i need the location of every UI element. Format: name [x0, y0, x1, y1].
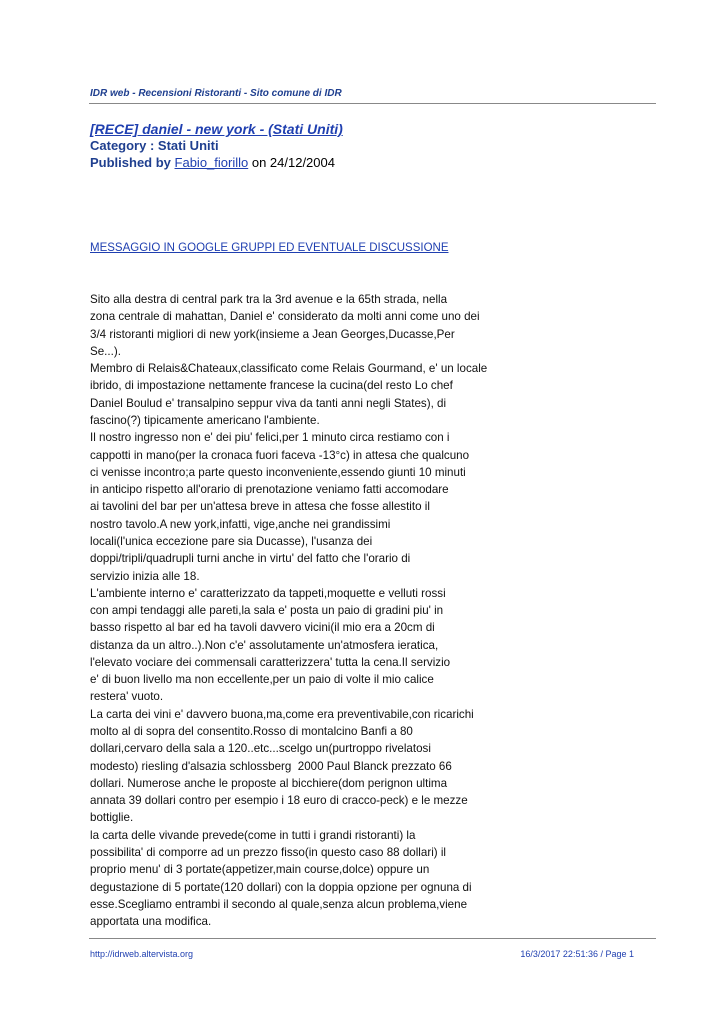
body-line: possibilita' di comporre ad un prezzo fisso(in questo caso 88 dollari) il: [90, 846, 446, 859]
footer-divider: [89, 938, 656, 939]
body-line: servizio inizia alle 18.: [90, 569, 200, 583]
body-line: in anticipo rispetto all'orario di prenotazione veniamo fatti accomodare: [90, 483, 449, 497]
body-line: cappotti in mano(per la cronaca fuori faceva -13°c) in attesa che qualcuno: [90, 448, 470, 462]
body-line: bottiglie.: [90, 811, 134, 825]
footer-date-page: 16/3/2017 22:51:36 / Page 1: [520, 949, 634, 959]
body-line: nostro tavolo.A new york,infatti, vige,anche nei grandissimi: [90, 517, 391, 531]
body-line: distanza da un altro..).Non c'e' assolutamente un'atmosfera ieratica,: [90, 638, 439, 652]
body-line: con ampi tendaggi alle pareti,la sala e' posta un paio di gradini piu' in: [90, 604, 444, 618]
discussion-link[interactable]: MESSAGGIO IN GOOGLE GRUPPI ED EVENTUALE DISCUSSIONE: [90, 242, 449, 254]
body-line: basso rispetto al bar ed ha tavoli davvero vicini(il mio era a 20cm di: [90, 621, 435, 635]
body-line: e' di buon livello ma non eccellente,per un paio di volte il mio calice: [90, 673, 434, 687]
body-line: ai tavolini del bar per un'attesa breve in attesa che fosse allestito il: [90, 500, 430, 514]
body-line: molto al di sopra del consentito.Rosso di montalcino Banfi a 80: [90, 725, 413, 739]
body-line: Sito alla destra di central park tra la 3rd avenue e la 65th strada, nella: [90, 293, 448, 306]
body-line: L'ambiente interno e' caratterizzato da tappeti,moquette e velluti rossi: [90, 586, 446, 600]
body-line: ibrido, di impostazione nettamente francese la cucina(del resto Lo chef: [90, 379, 453, 393]
body-line: restera' vuoto.: [90, 690, 164, 704]
body-line: doppi/tripli/quadrupli turni anche in virtu' del fatto che l'orario di: [90, 552, 411, 566]
published-line: [90, 155, 335, 170]
body-line: zona centrale di mahattan, Daniel e' considerato da molti anni come uno dei: [90, 310, 480, 324]
body-line: annata 39 dollari contro per esempio i 18 euro di cracco-peck) e le mezze: [90, 794, 468, 808]
body-line: La carta dei vini e' davvero buona,ma,come era preventivabile,con ricarichi: [90, 707, 474, 721]
body-line: Membro di Relais&Chateaux,classificato come Relais Gourmand, e' un locale: [90, 362, 488, 376]
body-line: Daniel Boulud e' transalpino seppur viva da tanti anni negli States), di: [90, 396, 447, 410]
body-line: apportata una modifica.: [90, 915, 212, 929]
body-line: dollari,cervaro della sala a 120..etc...scelgo un(purtroppo rivelatosi: [90, 742, 431, 756]
body-line: ci venisse incontro;a parte questo inconveniente,essendo giunti 10 minuti: [90, 465, 466, 479]
author-link[interactable]: Fabio_fiorillo: [174, 155, 249, 170]
published-prefix: Published by: [90, 155, 171, 170]
body-line: 3/4 ristoranti migliori di new york(insieme a Jean Georges,Ducasse,Per: [90, 327, 455, 341]
site-header-title: IDR web - Recensioni Ristoranti - Sito comune di IDR: [90, 88, 342, 99]
publish-date: on 24/12/2004: [248, 155, 335, 170]
body-line: dollari. Numerose anche le proposte al bicchiere(dom perignon ultima: [90, 776, 448, 790]
body-line: la carta delle vivande prevede(come in tutti i grandi ristoranti) la: [90, 828, 416, 842]
body-line: fascino(?) tipicamente americano l'ambiente.: [90, 413, 320, 427]
body-line: esse.Scegliamo entrambi il secondo al quale,senza alcun problema,viene: [90, 897, 468, 911]
body-line: degustazione di 5 portate(120 dollari) con la doppia opzione per ognuna di: [90, 880, 472, 894]
body-line: Il nostro ingresso non e' dei piu' felici,per 1 minuto circa restiamo con i: [90, 431, 450, 445]
body-line: modesto) riesling d'alsazia schlossberg 2000 Paul Blanck prezzato 66: [90, 759, 452, 773]
footer-site-link[interactable]: http://idrweb.altervista.org: [90, 949, 194, 959]
body-line: locali(l'unica eccezione pare sia Ducasse), l'usanza dei: [90, 534, 373, 548]
article-title-link[interactable]: [RECE] daniel - new york - (Stati Uniti): [90, 121, 343, 137]
body-line: proprio menu' di 3 portate(appetizer,main course,dolce) oppure un: [90, 863, 430, 877]
body-line: l'elevato vociare dei commensali caratterizzera' tutta la cena.Il servizio: [90, 655, 451, 669]
body-line: Se...).: [90, 344, 121, 358]
review-body: [90, 291, 530, 930]
article-category: Category : Stati Uniti: [90, 138, 219, 153]
header-divider: [89, 103, 656, 104]
